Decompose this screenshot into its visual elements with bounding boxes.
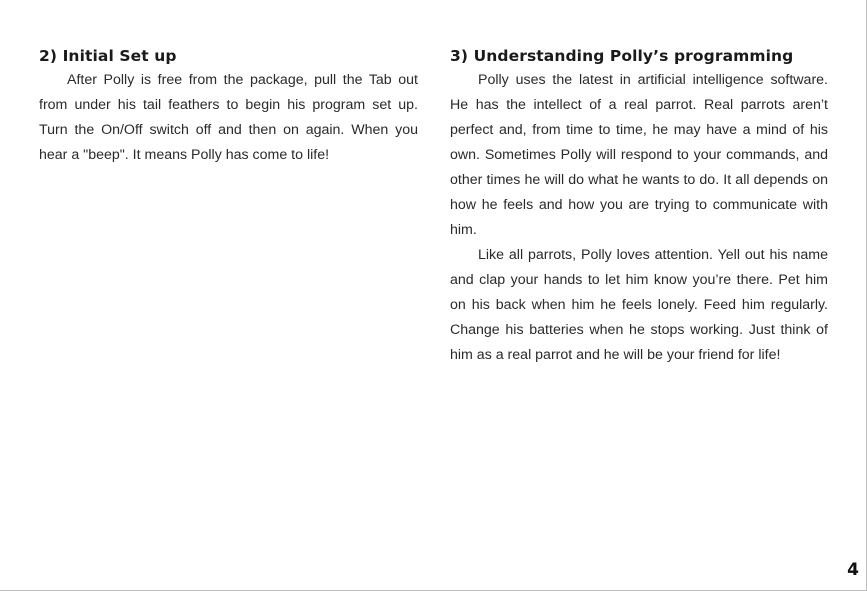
section-paragraph: After Polly is free from the package, pull the Tab out from under his tail feathers to begin his program set up. Turn the On/Off switch off and then on again. When you hear a "beep". It means Polly has come to life! [39,72,418,163]
section-paragraph: Like all parrots, Polly loves attention. Yell out his name and clap your hands to let him know you’re there. Pet him on his back when him he feels lonely. Feed him regularly. Change his batteries when he stops working. Just think of him as a real parrot and he will be your friend for life! [450,247,828,363]
section-heading: 3) Understanding Polly’s programming [450,47,794,65]
section-paragraph: Polly uses the latest in artificial intelligence software. He has the intellect of a real parrot. Real parrots aren’t perfect and, from time to time, he may have a mind of his own. Sometimes Polly will respond to your commands, and other times he will do what he wants to do. It all depends on how he feels and how you are trying to communicate with him. [450,72,828,238]
section-initial-setup [39,44,418,168]
section-heading: 2) Initial Set up [39,47,177,65]
page-number: 4 [847,560,859,580]
section-understanding-programming [450,44,828,368]
